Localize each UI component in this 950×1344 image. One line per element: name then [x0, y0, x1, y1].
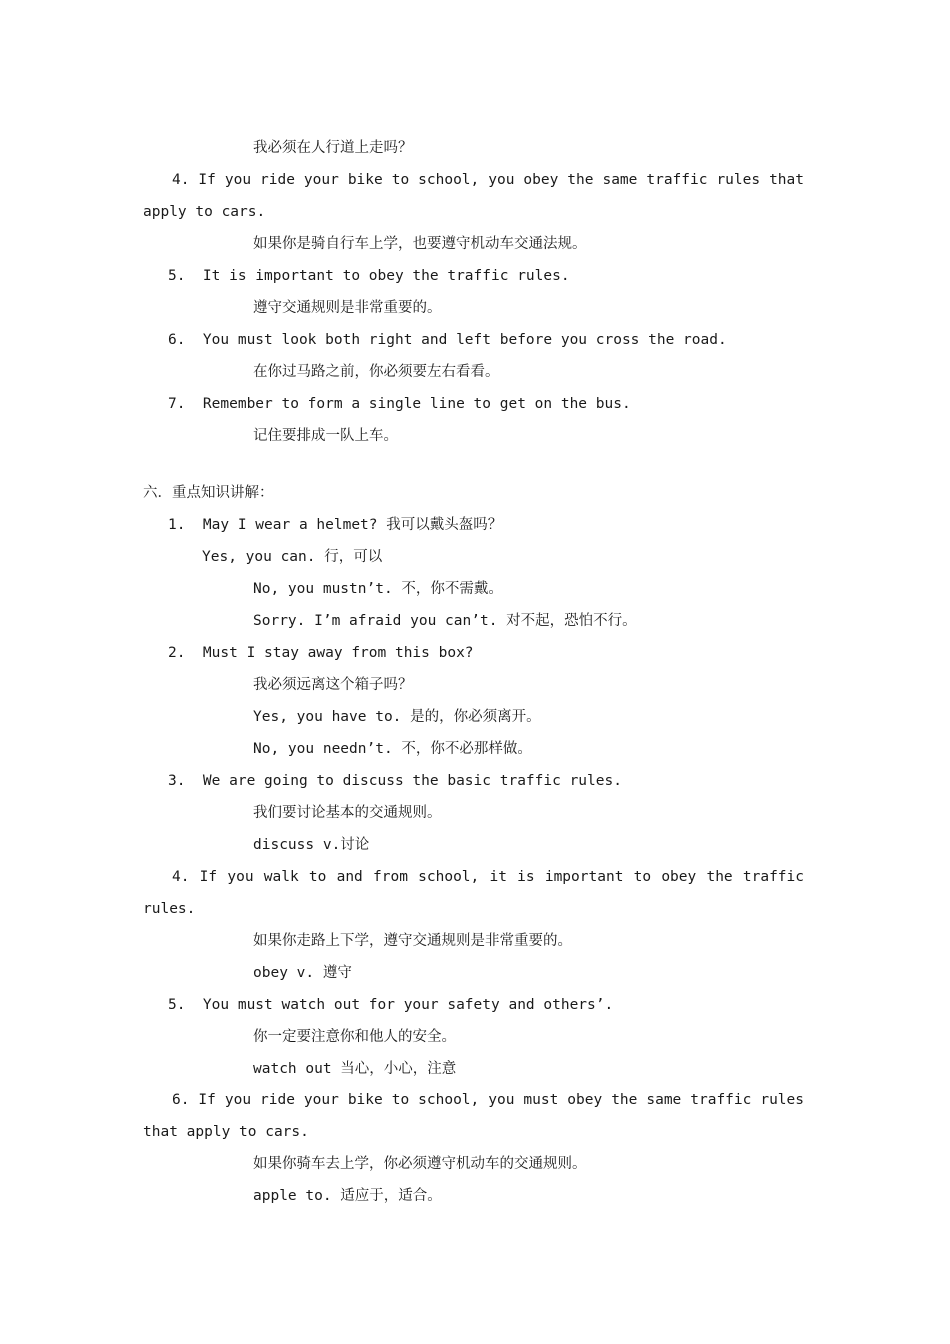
- sentence-7: 7. Remember to form a single line to get on the bus.: [168, 396, 631, 412]
- point-1-answer-yes: Yes, you can. 行，可以: [202, 549, 383, 565]
- point-2-answer-no: No, you needn’t. 不，你不必那样做。: [253, 741, 532, 757]
- point-4-line2: rules.: [143, 901, 196, 917]
- point-1-answer-no: No, you mustn’t. 不，你不需戴。: [253, 581, 503, 597]
- sentence-4-line1: 4. If you ride your bike to school, you obey the same traffic rules that: [172, 172, 804, 188]
- sentence-6: 6. You must look both right and left before you cross the road.: [168, 332, 727, 348]
- point-2-translation: 我必须远离这个箱子吗？: [253, 677, 413, 693]
- point-2-answer-yes: Yes, you have to. 是的，你必须离开。: [253, 709, 541, 725]
- section-heading: 六．重点知识讲解：: [143, 485, 274, 501]
- point-3-vocab: discuss v.讨论: [253, 837, 370, 853]
- point-5-vocab: watch out 当心，小心，注意: [253, 1061, 457, 1077]
- sentence-5-translation: 遵守交通规则是非常重要的。: [253, 300, 442, 316]
- point-3: 3. We are going to discuss the basic traffic rules.: [168, 773, 622, 789]
- point-5-translation: 你一定要注意你和他人的安全。: [253, 1029, 456, 1045]
- point-2: 2. Must I stay away from this box?: [168, 645, 474, 661]
- point-4-line1: 4. If you walk to and from school, it is important to obey the traffic: [172, 869, 804, 885]
- translation-line: 我必须在人行道上走吗？: [253, 140, 413, 156]
- point-1-answer-sorry: Sorry. I’m afraid you can’t. 对不起，恐怕不行。: [253, 613, 637, 629]
- point-6-translation: 如果你骑车去上学，你必须遵守机动车的交通规则。: [253, 1156, 587, 1172]
- point-5: 5. You must watch out for your safety and others’.: [168, 997, 614, 1013]
- point-6-line1: 6. If you ride your bike to school, you must obey the same traffic rules: [172, 1092, 804, 1108]
- point-1: 1. May I wear a helmet? 我可以戴头盔吗？: [168, 517, 503, 533]
- point-4-vocab: obey v. 遵守: [253, 965, 352, 981]
- point-4-translation: 如果你走路上下学，遵守交通规则是非常重要的。: [253, 933, 572, 949]
- point-3-translation: 我们要讨论基本的交通规则。: [253, 805, 442, 821]
- point-6-line2: that apply to cars.: [143, 1124, 309, 1140]
- sentence-5: 5. It is important to obey the traffic rules.: [168, 268, 570, 284]
- sentence-4-line2: apply to cars.: [143, 204, 266, 220]
- sentence-4-translation: 如果你是骑自行车上学，也要遵守机动车交通法规。: [253, 236, 587, 252]
- point-6-vocab: apple to. 适应于，适合。: [253, 1188, 442, 1204]
- sentence-7-translation: 记住要排成一队上车。: [253, 428, 398, 444]
- sentence-6-translation: 在你过马路之前，你必须要左右看看。: [253, 364, 500, 380]
